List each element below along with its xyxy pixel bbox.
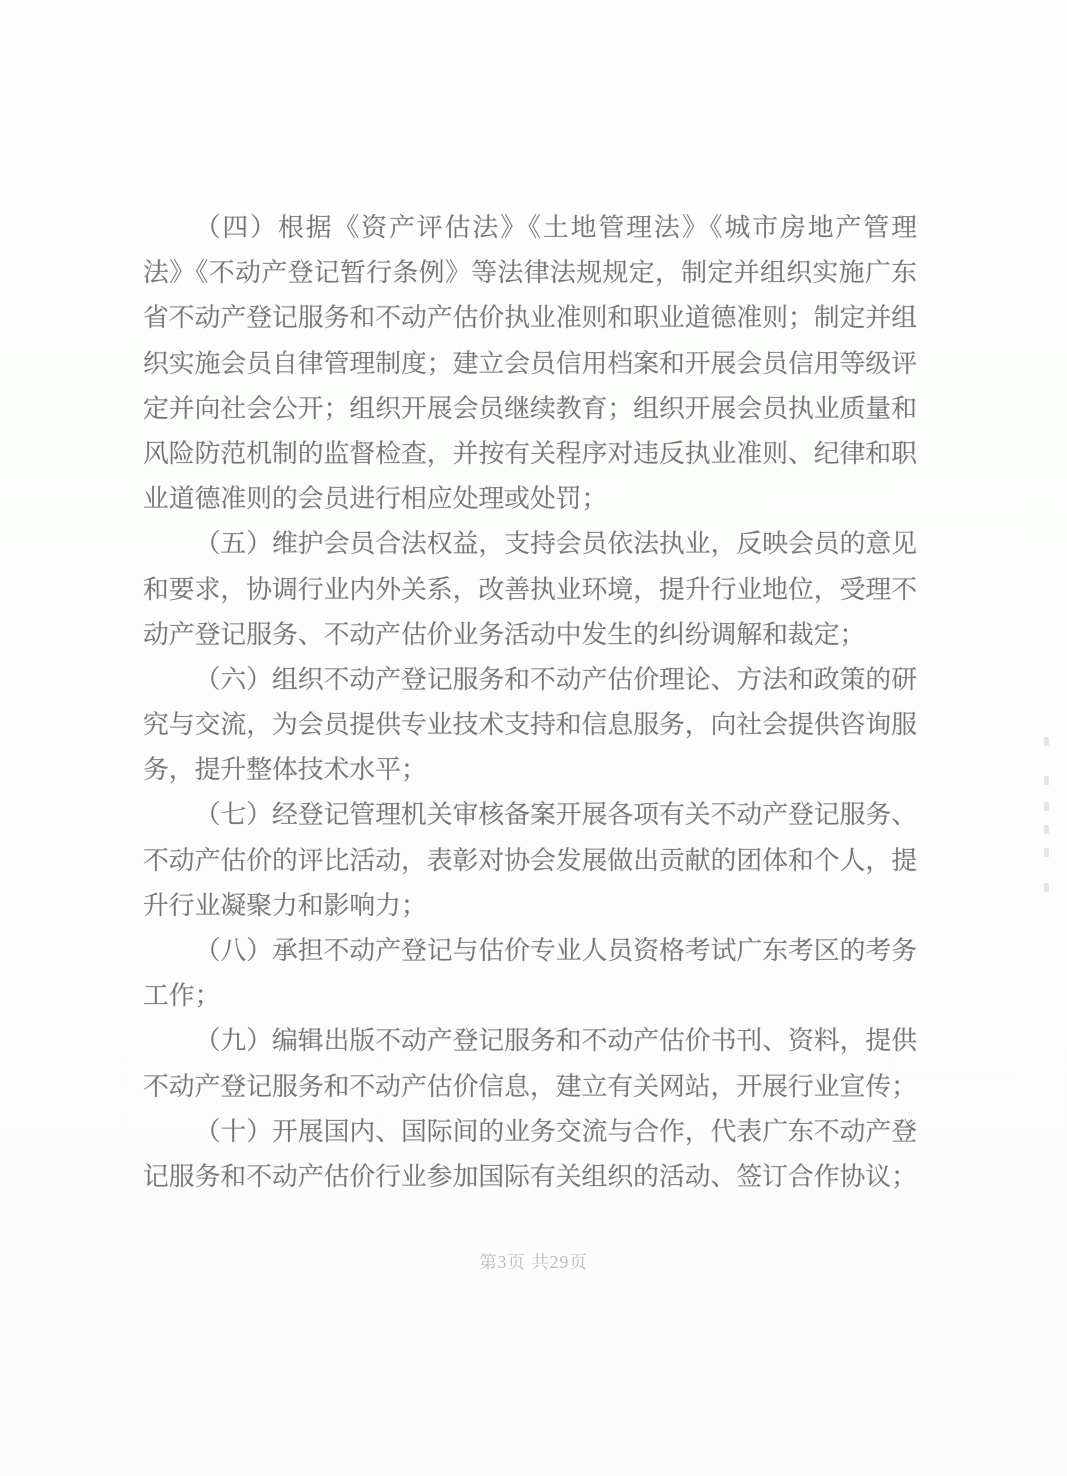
paragraph-5-line-1: （五）维护会员合法权益，支持会员依法执业，反映会员的意见	[194, 529, 917, 559]
paragraph-6-line-1: （六）组织不动产登记服务和不动产估价理论、方法和政策的研	[194, 664, 917, 694]
paragraph-4-line-2: 法》《不动产登记暂行条例》等法律法规规定，制定并组织实施广东	[143, 258, 917, 288]
paragraph-7-line-2: 不动产估价的评比活动，表彰对协会发展做出贡献的团体和个人，提	[143, 845, 917, 875]
paragraph-9-line-2: 不动产登记服务和不动产估价信息，建立有关网站，开展行业宣传；	[143, 1071, 917, 1101]
paragraph-4-line-3: 省不动产登记服务和不动产估价执业准则和职业道德准则；制定并组	[143, 303, 917, 333]
paragraph-5-line-2: 和要求，协调行业内外关系，改善执业环境，提升行业地位，受理不	[143, 574, 917, 604]
paragraph-4-line-4: 织实施会员自律管理制度；建立会员信用档案和开展会员信用等级评	[143, 348, 917, 378]
paragraph-9-line-1: （九）编辑出版不动产登记服务和不动产估价书刊、资料，提供	[194, 1026, 917, 1056]
paragraph-8-line-2: 工作；	[143, 981, 221, 1011]
paragraph-7-line-1: （七）经登记管理机关审核备案开展各项有关不动产登记服务、	[194, 800, 917, 830]
scan-bleed-mark	[1044, 802, 1049, 811]
document-body	[143, 205, 917, 1199]
scan-bleed-mark	[1044, 825, 1049, 834]
paragraph-6-line-2: 究与交流，为会员提供专业技术支持和信息服务，向社会提供咨询服	[143, 710, 917, 740]
paragraph-4-line-1: （四）根据《资产评估法》《土地管理法》《城市房地产管理	[194, 213, 917, 242]
paragraph-4-line-5: 定并向社会公开；组织开展会员继续教育；组织开展会员执业质量和	[143, 393, 917, 423]
scan-bleed-mark	[1044, 848, 1049, 857]
scan-bleed-mark	[1044, 776, 1049, 785]
paragraph-4-line-6: 风险防范机制的监督检查，并按有关程序对违反执业准则、纪律和职	[143, 438, 917, 468]
scan-bleed-mark	[1044, 737, 1049, 746]
paragraph-10-line-2: 记服务和不动产估价行业参加国际有关组织的活动、签订合作协议；	[143, 1161, 917, 1191]
paragraph-7-line-3: 升行业凝聚力和影响力；	[143, 890, 427, 920]
scan-bleed-mark	[1044, 883, 1049, 892]
paragraph-10-line-1: （十）开展国内、国际间的业务交流与合作，代表广东不动产登	[194, 1116, 917, 1146]
paragraph-8-line-1: （八）承担不动产登记与估价专业人员资格考试广东考区的考务	[194, 936, 917, 965]
paragraph-4-line-7: 业道德准则的会员进行相应处理或处罚；	[143, 484, 608, 514]
page-number: 第3页 共29页	[479, 1252, 588, 1272]
paragraph-5-line-3: 动产登记服务、不动产估价业务活动中发生的纠纷调解和裁定；	[143, 619, 866, 649]
paragraph-6-line-3: 务，提升整体技术水平；	[143, 755, 427, 785]
